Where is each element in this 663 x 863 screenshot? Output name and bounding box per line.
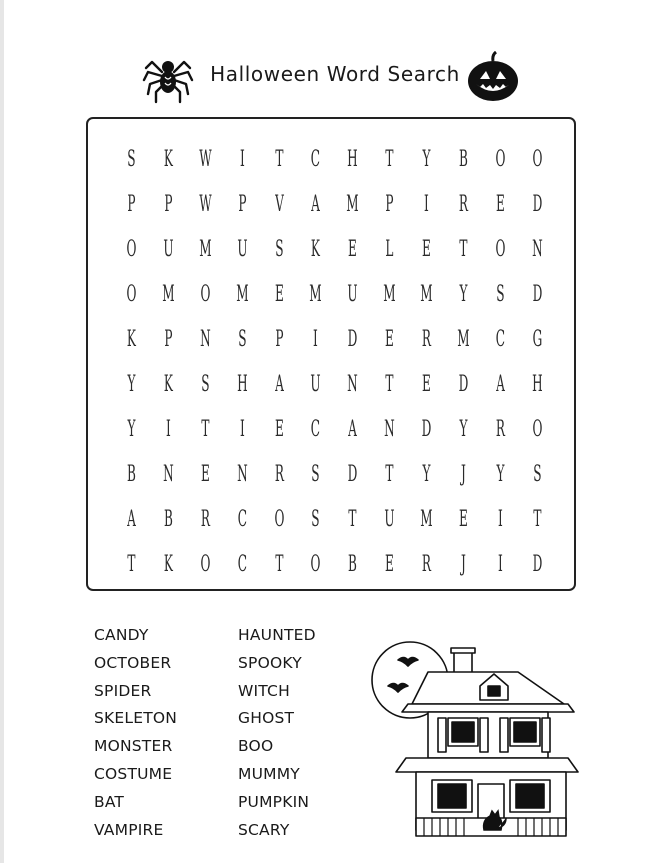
grid-letter: M xyxy=(420,282,433,307)
grid-letter: D xyxy=(458,372,469,397)
grid-letter: D xyxy=(347,327,358,352)
grid-letter: O xyxy=(532,417,543,442)
grid-letter: N xyxy=(236,462,248,487)
grid-letter: O xyxy=(495,237,506,262)
grid-letter: B xyxy=(348,552,358,577)
grid-letter: S xyxy=(311,462,321,487)
word-search-grid xyxy=(113,142,556,592)
grid-letter: O xyxy=(310,552,321,577)
grid-letter: R xyxy=(274,462,284,487)
grid-letter: O xyxy=(274,507,284,532)
grid-letter: R xyxy=(422,327,432,352)
grid-letter: D xyxy=(347,462,358,487)
grid-letter: S xyxy=(127,147,136,172)
word-item: MUMMY xyxy=(238,764,300,783)
grid-letter: U xyxy=(347,282,358,307)
grid-letter: U xyxy=(384,507,395,532)
page-edge xyxy=(0,0,4,863)
grid-letter: P xyxy=(127,192,136,217)
grid-letter: R xyxy=(200,507,210,532)
grid-letter: D xyxy=(421,417,432,442)
word-item: WITCH xyxy=(238,681,290,700)
grid-letter: Y xyxy=(422,462,431,487)
grid-letter: J xyxy=(461,462,466,487)
grid-letter: B xyxy=(163,507,173,532)
grid-letter: C xyxy=(311,147,321,172)
word-item: PUMPKIN xyxy=(238,792,310,811)
grid-letter: W xyxy=(199,147,212,172)
grid-letter: A xyxy=(495,372,505,397)
word-item: SPOOKY xyxy=(238,653,302,672)
grid-letter: T xyxy=(274,552,284,577)
grid-letter: D xyxy=(532,552,543,577)
grid-letter: M xyxy=(420,507,433,532)
grid-letter: E xyxy=(385,327,395,352)
grid-letter: I xyxy=(313,327,319,352)
word-item: SCARY xyxy=(238,820,290,839)
grid-letter: V xyxy=(274,192,284,217)
grid-letter: S xyxy=(311,507,321,532)
grid-letter: A xyxy=(311,192,321,217)
spider-icon xyxy=(140,48,196,104)
grid-letter: K xyxy=(126,327,136,352)
grid-letter: S xyxy=(496,282,505,307)
grid-letter: E xyxy=(422,237,431,262)
grid-letter: L xyxy=(385,237,394,262)
word-item: MONSTER xyxy=(94,737,173,756)
grid-letter: T xyxy=(201,417,210,442)
grid-letter: M xyxy=(457,327,470,352)
word-item: HAUNTED xyxy=(238,626,316,644)
grid-letter: H xyxy=(531,372,543,397)
grid-letter: O xyxy=(495,147,506,172)
grid-letter: O xyxy=(200,552,211,577)
word-item: BAT xyxy=(94,792,125,811)
grid-letter: E xyxy=(422,372,431,397)
grid-letter: N xyxy=(347,372,359,397)
grid-letter: R xyxy=(422,552,432,577)
grid-letter: K xyxy=(163,552,173,577)
jack-o-lantern-icon xyxy=(466,51,520,103)
grid-letter: B xyxy=(126,462,136,487)
grid-letter: C xyxy=(237,552,247,577)
grid-letter: T xyxy=(533,507,542,532)
grid-letter: U xyxy=(163,237,174,262)
grid-letter: T xyxy=(274,147,284,172)
grid-letter: C xyxy=(311,417,321,442)
grid-letter: T xyxy=(348,507,357,532)
grid-letter: E xyxy=(274,417,284,442)
grid-letter: M xyxy=(383,282,396,307)
grid-letter: E xyxy=(495,192,505,217)
grid-letter: U xyxy=(310,372,321,397)
grid-letter: R xyxy=(495,417,505,442)
grid-letter: W xyxy=(199,192,212,217)
grid-letter: Y xyxy=(127,372,136,397)
grid-letter: O xyxy=(532,147,543,172)
grid-letter: P xyxy=(238,192,247,217)
grid-letter: P xyxy=(385,192,394,217)
grid-letter: S xyxy=(274,237,284,262)
grid-letter: I xyxy=(424,192,429,217)
word-list-column-2 xyxy=(238,624,316,846)
grid-letter: I xyxy=(239,147,245,172)
grid-letter: Y xyxy=(459,282,468,307)
grid-letter: M xyxy=(346,192,359,217)
grid-letter: E xyxy=(385,552,395,577)
grid-letter: C xyxy=(237,507,247,532)
grid-letter: E xyxy=(348,237,358,262)
grid-letter: M xyxy=(199,237,212,262)
grid-letter: N xyxy=(384,417,395,442)
grid-letter: I xyxy=(497,507,503,532)
word-item: SKELETON xyxy=(94,709,178,728)
grid-letter: A xyxy=(348,417,358,442)
grid-letter: P xyxy=(274,327,284,352)
grid-letter: E xyxy=(274,282,284,307)
grid-letter: O xyxy=(126,237,137,262)
grid-letter: S xyxy=(533,462,542,487)
haunted-house-illustration xyxy=(368,640,582,840)
grid-letter: J xyxy=(461,552,466,577)
grid-letter: K xyxy=(163,147,173,172)
grid-letter: T xyxy=(385,147,394,172)
grid-letter: O xyxy=(126,282,137,307)
word-item: BOO xyxy=(238,737,274,756)
word-item: COSTUME xyxy=(94,764,173,783)
grid-letter: N xyxy=(531,237,543,262)
grid-letter: I xyxy=(165,417,171,442)
grid-letter: N xyxy=(199,327,211,352)
grid-letter: R xyxy=(458,192,469,217)
grid-letter: M xyxy=(235,282,249,307)
word-item: GHOST xyxy=(238,709,295,728)
grid-letter: E xyxy=(459,507,468,532)
grid-letter: K xyxy=(163,372,173,397)
grid-letter: T xyxy=(127,552,136,577)
word-list-column-1 xyxy=(94,624,177,846)
grid-letter: Y xyxy=(422,147,431,172)
grid-letter: A xyxy=(127,507,136,532)
grid-letter: K xyxy=(311,237,321,262)
grid-letter: C xyxy=(495,327,505,352)
grid-letter: S xyxy=(201,372,210,397)
word-item: VAMPIRE xyxy=(94,820,164,839)
title-row xyxy=(0,48,663,104)
page-title: Halloween Word Search xyxy=(210,62,460,86)
grid-letter: Y xyxy=(459,417,468,442)
grid-letter: B xyxy=(459,147,468,172)
grid-letter: T xyxy=(459,237,468,262)
grid-letter: O xyxy=(200,282,211,307)
grid-letter: N xyxy=(163,462,174,487)
grid-letter: H xyxy=(347,147,359,172)
grid-letter: Y xyxy=(496,462,505,487)
word-item: SPIDER xyxy=(94,681,152,700)
grid-letter: H xyxy=(236,372,248,397)
grid-letter: I xyxy=(497,552,503,577)
grid-letter: I xyxy=(239,417,245,442)
word-item: OCTOBER xyxy=(94,653,172,672)
word-item: CANDY xyxy=(94,626,149,644)
grid-letter: U xyxy=(237,237,248,262)
grid-letter: T xyxy=(385,462,394,487)
grid-letter: M xyxy=(162,282,175,307)
grid-letter: G xyxy=(532,327,543,352)
grid-letter: M xyxy=(309,282,323,307)
grid-letter: D xyxy=(532,192,543,217)
grid-letter: E xyxy=(200,462,210,487)
grid-letter: Y xyxy=(127,417,136,442)
grid-letter: T xyxy=(385,372,394,397)
grid-letter: P xyxy=(164,192,173,217)
grid-letter: D xyxy=(532,282,543,307)
grid-letter: S xyxy=(237,327,247,352)
grid-letter: A xyxy=(274,372,284,397)
grid-letter: P xyxy=(164,327,173,352)
